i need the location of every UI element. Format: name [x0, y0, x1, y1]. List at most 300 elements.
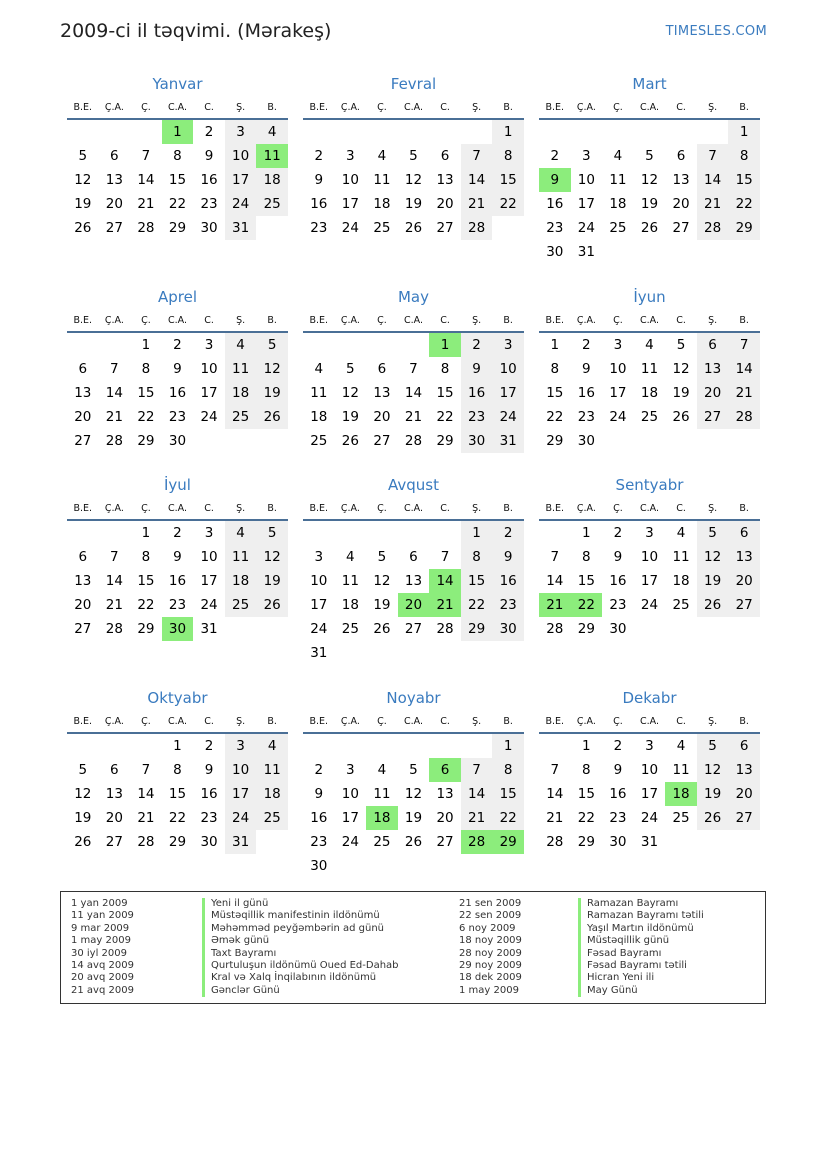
day-cell[interactable]: 9 — [173, 361, 182, 377]
day-cell[interactable]: 3 — [645, 525, 654, 541]
day-cell[interactable]: 19 — [404, 196, 423, 212]
day-cell[interactable]: 7 — [409, 361, 418, 377]
day-cell[interactable]: 8 — [461, 545, 493, 569]
day-cell[interactable]: 23 — [168, 597, 187, 613]
day-cell[interactable]: 15 — [492, 782, 524, 806]
day-cell[interactable]: 20 — [697, 381, 729, 405]
day-cell[interactable]: 11 — [310, 385, 328, 401]
day-cell[interactable]: 10 — [640, 762, 659, 778]
day-cell[interactable]: 23 — [310, 834, 328, 850]
day-cell[interactable]: 5 — [256, 333, 288, 357]
day-cell[interactable]: 31 — [492, 429, 524, 453]
day-cell[interactable]: 9 — [173, 549, 182, 565]
day-cell[interactable]: 17 — [577, 196, 595, 212]
day-cell[interactable]: 3 — [225, 734, 257, 758]
day-cell[interactable]: 22 — [137, 409, 155, 425]
day-cell[interactable]: 4 — [314, 361, 324, 377]
day-cell[interactable]: 15 — [577, 786, 595, 802]
day-cell[interactable]: 18 — [256, 168, 288, 192]
day-cell[interactable]: 13 — [74, 385, 92, 401]
day-cell[interactable]: 24 — [640, 810, 659, 826]
day-cell[interactable]: 5 — [676, 337, 686, 353]
day-cell[interactable]: 25 — [225, 593, 257, 617]
day-cell[interactable]: 8 — [582, 549, 591, 565]
day-cell[interactable]: 18 — [310, 409, 328, 425]
day-cell[interactable]: 14 — [429, 569, 461, 593]
day-cell[interactable]: 6 — [110, 148, 119, 164]
day-cell[interactable]: 17 — [609, 385, 627, 401]
day-cell[interactable]: 30 — [577, 433, 595, 449]
day-cell[interactable]: 18 — [256, 782, 288, 806]
day-cell[interactable]: 11 — [373, 786, 391, 802]
day-cell[interactable]: 25 — [373, 220, 391, 236]
day-cell[interactable]: 10 — [341, 786, 359, 802]
day-cell[interactable]: 16 — [310, 196, 328, 212]
day-cell[interactable]: 16 — [609, 573, 627, 589]
day-cell[interactable]: 6 — [440, 148, 450, 164]
day-cell[interactable]: 24 — [225, 192, 257, 216]
day-cell[interactable]: 21 — [539, 593, 571, 617]
day-cell[interactable]: 4 — [256, 120, 288, 144]
day-cell[interactable]: 26 — [697, 593, 729, 617]
day-cell[interactable]: 3 — [492, 333, 524, 357]
day-cell[interactable]: 1 — [582, 525, 591, 541]
day-cell[interactable]: 20 — [105, 196, 123, 212]
day-cell[interactable]: 8 — [492, 144, 524, 168]
day-cell[interactable]: 5 — [697, 521, 729, 545]
day-cell[interactable]: 12 — [256, 357, 288, 381]
day-cell[interactable]: 17 — [225, 168, 257, 192]
day-cell[interactable]: 25 — [341, 621, 359, 637]
day-cell[interactable]: 26 — [341, 433, 359, 449]
day-cell[interactable]: 4 — [256, 734, 288, 758]
day-cell[interactable]: 23 — [200, 196, 218, 212]
day-cell[interactable]: 28 — [546, 834, 564, 850]
day-cell[interactable]: 30 — [168, 433, 187, 449]
day-cell[interactable]: 30 — [461, 429, 493, 453]
day-cell[interactable]: 21 — [461, 192, 493, 216]
day-cell[interactable]: 1 — [728, 120, 760, 144]
day-cell[interactable]: 15 — [546, 385, 564, 401]
day-cell[interactable]: 13 — [74, 573, 92, 589]
day-cell[interactable]: 15 — [137, 385, 155, 401]
day-cell[interactable]: 15 — [436, 385, 454, 401]
day-cell[interactable]: 22 — [492, 806, 524, 830]
day-cell[interactable]: 16 — [461, 381, 493, 405]
day-cell[interactable]: 20 — [728, 569, 760, 593]
day-cell[interactable]: 8 — [728, 144, 760, 168]
day-cell[interactable]: 28 — [436, 621, 454, 637]
day-cell[interactable]: 13 — [105, 172, 123, 188]
day-cell[interactable]: 22 — [728, 192, 760, 216]
day-cell[interactable]: 23 — [492, 593, 524, 617]
day-cell[interactable]: 7 — [440, 549, 450, 565]
day-cell[interactable]: 10 — [577, 172, 595, 188]
day-cell[interactable]: 27 — [728, 593, 760, 617]
day-cell[interactable]: 5 — [377, 549, 387, 565]
day-cell[interactable]: 8 — [141, 361, 151, 377]
day-cell[interactable]: 6 — [377, 361, 387, 377]
day-cell[interactable]: 2 — [173, 337, 182, 353]
day-cell[interactable]: 1 — [162, 120, 194, 144]
day-cell[interactable]: 9 — [314, 786, 324, 802]
day-cell[interactable]: 7 — [141, 148, 151, 164]
day-cell[interactable]: 27 — [404, 621, 423, 637]
day-cell[interactable]: 21 — [137, 810, 155, 826]
day-cell[interactable]: 13 — [373, 385, 391, 401]
day-cell[interactable]: 19 — [672, 385, 690, 401]
day-cell[interactable]: 31 — [200, 621, 218, 637]
day-cell[interactable]: 29 — [436, 433, 454, 449]
day-cell[interactable]: 12 — [640, 172, 659, 188]
day-cell[interactable]: 8 — [173, 148, 182, 164]
day-cell[interactable]: 29 — [168, 220, 187, 236]
day-cell[interactable]: 10 — [640, 549, 659, 565]
day-cell[interactable]: 30 — [310, 858, 328, 874]
day-cell[interactable]: 2 — [204, 738, 214, 754]
day-cell[interactable]: 20 — [436, 196, 454, 212]
day-cell[interactable]: 2 — [461, 333, 493, 357]
day-cell[interactable]: 30 — [200, 220, 218, 236]
day-cell[interactable]: 2 — [613, 525, 623, 541]
day-cell[interactable]: 25 — [609, 220, 627, 236]
day-cell[interactable]: 22 — [577, 810, 595, 826]
day-cell[interactable]: 21 — [137, 196, 155, 212]
day-cell[interactable]: 5 — [409, 762, 418, 778]
day-cell[interactable]: 24 — [492, 405, 524, 429]
day-cell[interactable]: 27 — [728, 806, 760, 830]
day-cell[interactable]: 5 — [645, 148, 654, 164]
day-cell[interactable]: 19 — [640, 196, 659, 212]
day-cell[interactable]: 6 — [429, 758, 461, 782]
day-cell[interactable]: 24 — [341, 834, 359, 850]
day-cell[interactable]: 21 — [697, 192, 729, 216]
day-cell[interactable]: 19 — [74, 196, 92, 212]
day-cell[interactable]: 14 — [546, 573, 564, 589]
day-cell[interactable]: 12 — [74, 172, 92, 188]
day-cell[interactable]: 17 — [640, 786, 659, 802]
day-cell[interactable]: 25 — [373, 834, 391, 850]
day-cell[interactable]: 24 — [640, 597, 659, 613]
day-cell[interactable]: 29 — [461, 617, 493, 641]
day-cell[interactable]: 30 — [609, 834, 627, 850]
day-cell[interactable]: 22 — [461, 593, 493, 617]
day-cell[interactable]: 2 — [613, 738, 623, 754]
day-cell[interactable]: 16 — [577, 385, 595, 401]
day-cell[interactable]: 26 — [373, 621, 391, 637]
day-cell[interactable]: 26 — [697, 806, 729, 830]
day-cell[interactable]: 12 — [404, 172, 423, 188]
day-cell[interactable]: 18 — [665, 782, 697, 806]
day-cell[interactable]: 28 — [697, 216, 729, 240]
day-cell[interactable]: 11 — [341, 573, 359, 589]
day-cell[interactable]: 18 — [373, 196, 391, 212]
day-cell[interactable]: 22 — [436, 409, 454, 425]
day-cell[interactable]: 17 — [225, 782, 257, 806]
day-cell[interactable]: 15 — [168, 786, 187, 802]
day-cell[interactable]: 7 — [550, 762, 560, 778]
day-cell[interactable]: 2 — [314, 762, 324, 778]
day-cell[interactable]: 20 — [105, 810, 123, 826]
day-cell[interactable]: 20 — [436, 810, 454, 826]
day-cell[interactable]: 3 — [346, 148, 355, 164]
day-cell[interactable]: 25 — [225, 405, 257, 429]
day-cell[interactable]: 4 — [346, 549, 355, 565]
day-cell[interactable]: 16 — [168, 385, 187, 401]
day-cell[interactable]: 8 — [141, 549, 151, 565]
day-cell[interactable]: 12 — [404, 786, 423, 802]
day-cell[interactable]: 11 — [225, 357, 257, 381]
day-cell[interactable]: 20 — [373, 409, 391, 425]
day-cell[interactable]: 6 — [728, 521, 760, 545]
day-cell[interactable]: 25 — [672, 810, 690, 826]
day-cell[interactable]: 1 — [492, 734, 524, 758]
day-cell[interactable]: 22 — [137, 597, 155, 613]
day-cell[interactable]: 19 — [74, 810, 92, 826]
day-cell[interactable]: 30 — [492, 617, 524, 641]
day-cell[interactable]: 13 — [697, 357, 729, 381]
day-cell[interactable]: 10 — [200, 549, 218, 565]
day-cell[interactable]: 15 — [137, 573, 155, 589]
day-cell[interactable]: 26 — [256, 593, 288, 617]
day-cell[interactable]: 19 — [697, 569, 729, 593]
day-cell[interactable]: 28 — [137, 834, 155, 850]
day-cell[interactable]: 13 — [436, 172, 454, 188]
day-cell[interactable]: 15 — [577, 573, 595, 589]
day-cell[interactable]: 3 — [204, 525, 214, 541]
day-cell[interactable]: 24 — [577, 220, 595, 236]
day-cell[interactable]: 22 — [546, 409, 564, 425]
day-cell[interactable]: 14 — [105, 573, 123, 589]
day-cell[interactable]: 30 — [609, 621, 627, 637]
day-cell[interactable]: 1 — [429, 333, 461, 357]
day-cell[interactable]: 26 — [640, 220, 659, 236]
day-cell[interactable]: 7 — [550, 549, 560, 565]
day-cell[interactable]: 1 — [550, 337, 560, 353]
day-cell[interactable]: 9 — [204, 148, 214, 164]
day-cell[interactable]: 9 — [539, 168, 571, 192]
day-cell[interactable]: 11 — [672, 762, 690, 778]
day-cell[interactable]: 31 — [225, 830, 257, 854]
day-cell[interactable]: 29 — [577, 621, 595, 637]
day-cell[interactable]: 10 — [492, 357, 524, 381]
day-cell[interactable]: 8 — [492, 758, 524, 782]
day-cell[interactable]: 7 — [110, 361, 119, 377]
day-cell[interactable]: 27 — [436, 220, 454, 236]
day-cell[interactable]: 29 — [577, 834, 595, 850]
day-cell[interactable]: 17 — [492, 381, 524, 405]
day-cell[interactable]: 25 — [256, 192, 288, 216]
day-cell[interactable]: 19 — [404, 810, 423, 826]
day-cell[interactable]: 27 — [436, 834, 454, 850]
day-cell[interactable]: 22 — [571, 593, 603, 617]
day-cell[interactable]: 31 — [225, 216, 257, 240]
day-cell[interactable]: 13 — [728, 758, 760, 782]
day-cell[interactable]: 14 — [461, 168, 493, 192]
day-cell[interactable]: 7 — [697, 144, 729, 168]
day-cell[interactable]: 2 — [550, 148, 560, 164]
day-cell[interactable]: 24 — [310, 621, 328, 637]
day-cell[interactable]: 27 — [697, 405, 729, 429]
day-cell[interactable]: 6 — [409, 549, 418, 565]
day-cell[interactable]: 17 — [200, 573, 218, 589]
day-cell[interactable]: 21 — [429, 593, 461, 617]
day-cell[interactable]: 9 — [613, 549, 623, 565]
day-cell[interactable]: 2 — [314, 148, 324, 164]
day-cell[interactable]: 29 — [492, 830, 524, 854]
day-cell[interactable]: 10 — [225, 758, 257, 782]
day-cell[interactable]: 23 — [609, 810, 627, 826]
day-cell[interactable]: 17 — [310, 597, 328, 613]
day-cell[interactable]: 1 — [141, 337, 151, 353]
day-cell[interactable]: 11 — [672, 549, 690, 565]
day-cell[interactable]: 2 — [173, 525, 182, 541]
day-cell[interactable]: 10 — [341, 172, 359, 188]
day-cell[interactable]: 28 — [137, 220, 155, 236]
day-cell[interactable]: 18 — [640, 385, 659, 401]
day-cell[interactable]: 27 — [105, 834, 123, 850]
day-cell[interactable]: 22 — [492, 192, 524, 216]
day-cell[interactable]: 3 — [582, 148, 591, 164]
day-cell[interactable]: 6 — [78, 361, 88, 377]
day-cell[interactable]: 1 — [173, 738, 182, 754]
day-cell[interactable]: 26 — [404, 834, 423, 850]
day-cell[interactable]: 21 — [105, 409, 123, 425]
day-cell[interactable]: 4 — [676, 525, 686, 541]
day-cell[interactable]: 10 — [310, 573, 328, 589]
day-cell[interactable]: 10 — [200, 361, 218, 377]
day-cell[interactable]: 9 — [204, 762, 214, 778]
day-cell[interactable]: 18 — [225, 381, 257, 405]
day-cell[interactable]: 15 — [461, 569, 493, 593]
day-cell[interactable]: 9 — [613, 762, 623, 778]
day-cell[interactable]: 26 — [404, 220, 423, 236]
day-cell[interactable]: 13 — [672, 172, 690, 188]
day-cell[interactable]: 10 — [225, 144, 257, 168]
day-cell[interactable]: 28 — [404, 433, 423, 449]
day-cell[interactable]: 19 — [256, 569, 288, 593]
day-cell[interactable]: 20 — [74, 597, 92, 613]
day-cell[interactable]: 24 — [609, 409, 627, 425]
day-cell[interactable]: 29 — [546, 433, 564, 449]
day-cell[interactable]: 6 — [697, 333, 729, 357]
day-cell[interactable]: 4 — [225, 521, 257, 545]
day-cell[interactable]: 3 — [613, 337, 623, 353]
day-cell[interactable]: 18 — [225, 569, 257, 593]
day-cell[interactable]: 16 — [168, 573, 187, 589]
day-cell[interactable]: 11 — [609, 172, 627, 188]
day-cell[interactable]: 25 — [310, 433, 328, 449]
day-cell[interactable]: 4 — [377, 148, 387, 164]
day-cell[interactable]: 9 — [582, 361, 591, 377]
day-cell[interactable]: 23 — [546, 220, 564, 236]
day-cell[interactable]: 30 — [200, 834, 218, 850]
day-cell[interactable]: 21 — [404, 409, 423, 425]
day-cell[interactable]: 12 — [373, 573, 391, 589]
day-cell[interactable]: 28 — [105, 621, 123, 637]
day-cell[interactable]: 24 — [200, 409, 218, 425]
day-cell[interactable]: 12 — [341, 385, 359, 401]
day-cell[interactable]: 18 — [341, 597, 359, 613]
day-cell[interactable]: 1 — [141, 525, 151, 541]
day-cell[interactable]: 15 — [168, 172, 187, 188]
day-cell[interactable]: 4 — [613, 148, 623, 164]
day-cell[interactable]: 26 — [256, 405, 288, 429]
day-cell[interactable]: 9 — [314, 172, 324, 188]
day-cell[interactable]: 28 — [728, 405, 760, 429]
day-cell[interactable]: 16 — [200, 172, 218, 188]
day-cell[interactable]: 11 — [225, 545, 257, 569]
day-cell[interactable]: 1 — [582, 738, 591, 754]
day-cell[interactable]: 8 — [582, 762, 591, 778]
day-cell[interactable]: 30 — [162, 617, 194, 641]
day-cell[interactable]: 28 — [105, 433, 123, 449]
day-cell[interactable]: 5 — [697, 734, 729, 758]
day-cell[interactable]: 3 — [645, 738, 654, 754]
day-cell[interactable]: 2 — [204, 124, 214, 140]
day-cell[interactable]: 31 — [577, 244, 595, 260]
day-cell[interactable]: 26 — [672, 409, 690, 425]
day-cell[interactable]: 3 — [204, 337, 214, 353]
day-cell[interactable]: 18 — [672, 573, 690, 589]
day-cell[interactable]: 24 — [200, 597, 218, 613]
day-cell[interactable]: 23 — [577, 409, 595, 425]
day-cell[interactable]: 17 — [341, 196, 359, 212]
day-cell[interactable]: 29 — [168, 834, 187, 850]
day-cell[interactable]: 14 — [728, 357, 760, 381]
day-cell[interactable]: 16 — [546, 196, 564, 212]
day-cell[interactable]: 16 — [492, 569, 524, 593]
day-cell[interactable]: 20 — [728, 782, 760, 806]
day-cell[interactable]: 20 — [74, 409, 92, 425]
day-cell[interactable]: 21 — [461, 806, 493, 830]
day-cell[interactable]: 13 — [436, 786, 454, 802]
day-cell[interactable]: 8 — [173, 762, 182, 778]
day-cell[interactable]: 16 — [200, 786, 218, 802]
day-cell[interactable]: 6 — [728, 734, 760, 758]
day-cell[interactable]: 24 — [341, 220, 359, 236]
day-cell[interactable]: 2 — [492, 521, 524, 545]
day-cell[interactable]: 17 — [200, 385, 218, 401]
day-cell[interactable]: 3 — [346, 762, 355, 778]
day-cell[interactable]: 12 — [697, 545, 729, 569]
day-cell[interactable]: 3 — [225, 120, 257, 144]
day-cell[interactable]: 9 — [461, 357, 493, 381]
day-cell[interactable]: 13 — [728, 545, 760, 569]
day-cell[interactable]: 14 — [137, 786, 155, 802]
day-cell[interactable]: 7 — [728, 333, 760, 357]
day-cell[interactable]: 21 — [728, 381, 760, 405]
day-cell[interactable]: 22 — [168, 196, 187, 212]
day-cell[interactable]: 19 — [373, 597, 391, 613]
day-cell[interactable]: 11 — [373, 172, 391, 188]
day-cell[interactable]: 14 — [404, 385, 423, 401]
day-cell[interactable]: 31 — [310, 645, 328, 661]
day-cell[interactable]: 5 — [346, 361, 355, 377]
day-cell[interactable]: 5 — [78, 148, 88, 164]
day-cell[interactable]: 23 — [310, 220, 328, 236]
day-cell[interactable]: 5 — [409, 148, 418, 164]
day-cell[interactable]: 1 — [492, 120, 524, 144]
day-cell[interactable]: 22 — [168, 810, 187, 826]
day-cell[interactable]: 11 — [640, 361, 659, 377]
day-cell[interactable]: 14 — [546, 786, 564, 802]
day-cell[interactable]: 6 — [110, 762, 119, 778]
day-cell[interactable]: 11 — [256, 144, 288, 168]
day-cell[interactable]: 12 — [697, 758, 729, 782]
day-cell[interactable]: 6 — [78, 549, 88, 565]
day-cell[interactable]: 4 — [377, 762, 387, 778]
